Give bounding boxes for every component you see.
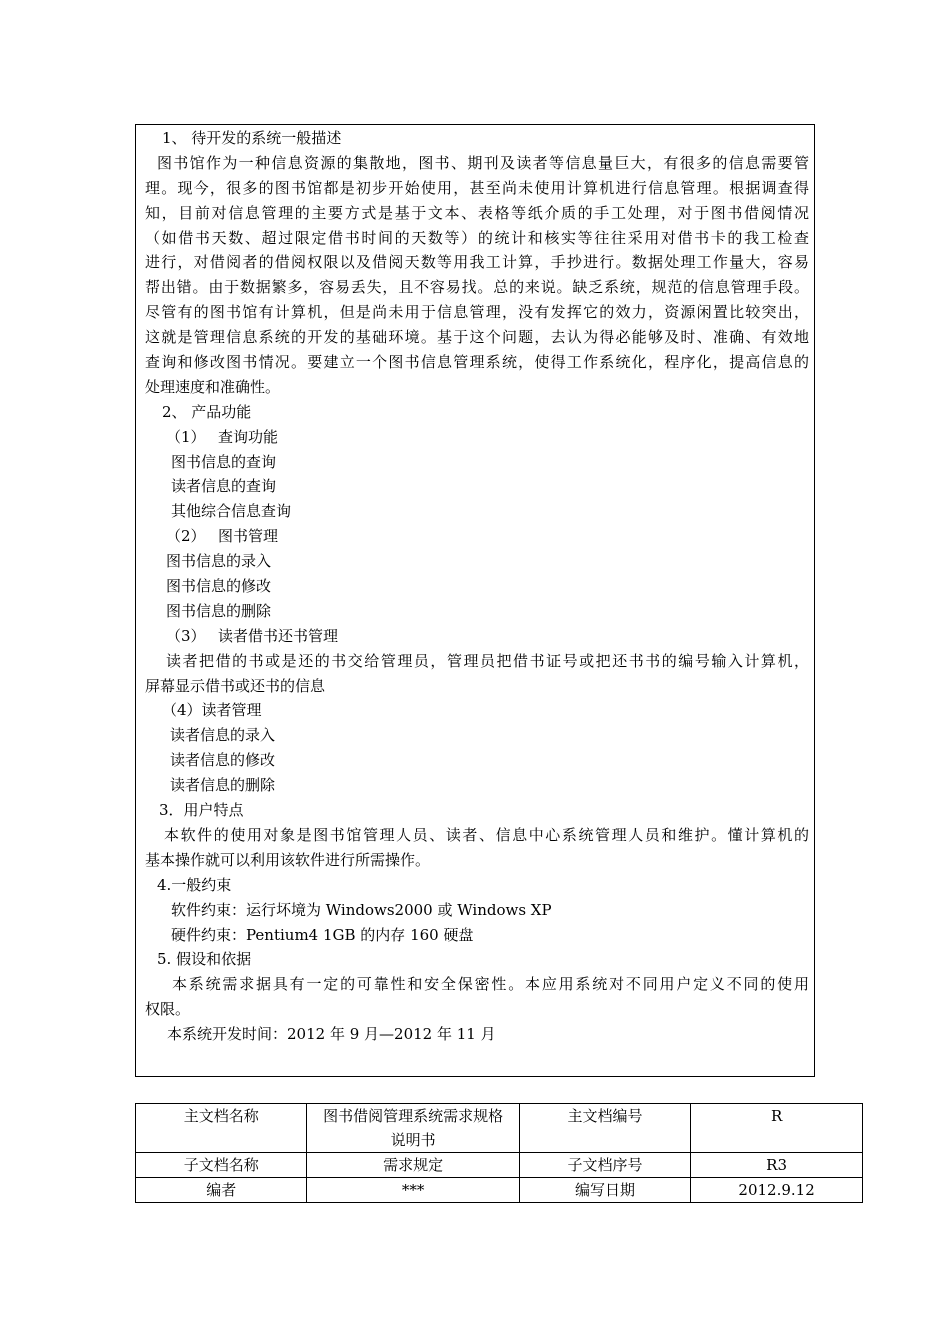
author-value: *** bbox=[307, 1178, 519, 1203]
list-item: 其他综合信息查询 bbox=[171, 502, 292, 521]
sub-doc-name-label: 子文档名称 bbox=[136, 1153, 307, 1178]
list-item: 读者信息的修改 bbox=[170, 751, 276, 770]
section-1-heading: 1、 待开发的系统一般描述 bbox=[162, 129, 342, 147]
main-doc-name-line-2: 说明书 bbox=[390, 1131, 436, 1149]
function-3-paragraph bbox=[145, 649, 809, 699]
sub-doc-no-value: R3 bbox=[691, 1153, 863, 1178]
section-3-heading: 3．用户特点 bbox=[159, 801, 244, 820]
function-3-number: （3） bbox=[166, 626, 206, 645]
section-5-heading: 5. 假设和依据 bbox=[157, 950, 252, 969]
function-1-title: 查询功能 bbox=[218, 427, 279, 446]
author-label: 编者 bbox=[136, 1178, 307, 1203]
main-doc-no-label: 主文档编号 bbox=[519, 1104, 690, 1153]
paragraph-line: 尽管有的图书馆有计算机，但是尚未用于信息管理，没有发挥它的效力，资源闲置比较突出， bbox=[145, 303, 809, 322]
paragraph-line: 知，目前对信息管理的主要方式是基于文本、表格等纸介质的手工处理，对于图书借阅情况 bbox=[145, 203, 809, 222]
function-2-heading bbox=[145, 524, 809, 549]
paragraph-line: 理。现今，很多的图书馆都是初步开始使用，甚至尚未使用计算机进行信息管理。根据调查得 bbox=[145, 178, 809, 197]
paragraph-line: 基本操作就可以利用该软件进行所需操作。 bbox=[145, 850, 431, 869]
function-4-heading: （4）读者管理 bbox=[162, 701, 262, 720]
main-doc-name-line-1: 图书借阅管理系统需求规格 bbox=[323, 1107, 504, 1125]
paragraph-line: 处理速度和准确性。 bbox=[145, 377, 281, 396]
function-3-heading bbox=[145, 624, 809, 649]
paragraph-line: 查询和修改图书情况。要建立一个图书信息管理系统，使得工作系统化，程序化，提高信息的 bbox=[145, 353, 809, 372]
paragraph-line: 图书馆作为一种信息资源的集散地，图书、期刊及读者等信息量巨大，有很多的信息需要管 bbox=[157, 153, 809, 172]
list-item: 图书信息的修改 bbox=[166, 577, 272, 596]
section-1-paragraph bbox=[145, 151, 809, 400]
paragraph-line: 权限。 bbox=[145, 1000, 191, 1019]
list-item: 读者信息的录入 bbox=[170, 726, 276, 745]
main-doc-name-value bbox=[307, 1104, 519, 1153]
paragraph-line: 进行，对借阅者的借阅权限以及借阅天数等用我工计算，手抄进行。数据处理工作量大，容易 bbox=[145, 253, 809, 272]
main-doc-no-value: R bbox=[691, 1104, 863, 1153]
date-value: 2012.9.12 bbox=[691, 1178, 863, 1203]
requirements-content bbox=[145, 126, 809, 1047]
function-2-number: （2） bbox=[166, 527, 206, 546]
list-item: 读者信息的查询 bbox=[171, 477, 277, 496]
section-3-paragraph bbox=[145, 823, 809, 873]
main-doc-name-label: 主文档名称 bbox=[136, 1104, 307, 1153]
list-item: 读者信息的删除 bbox=[170, 776, 276, 795]
hardware-constraint: 硬件约束：Pentium4 1GB 的内存 160 硬盘 bbox=[171, 925, 474, 944]
table-row bbox=[136, 1153, 863, 1178]
paragraph-line: 屏幕显示借书或还书的信息 bbox=[145, 676, 326, 695]
date-label: 编写日期 bbox=[519, 1178, 690, 1203]
list-item: 图书信息的录入 bbox=[166, 552, 272, 571]
section-4-heading: 4.一般约束 bbox=[157, 875, 232, 894]
table-row bbox=[136, 1104, 863, 1153]
sub-doc-name-value: 需求规定 bbox=[307, 1153, 519, 1178]
paragraph-line: 帮出错。由于数据繁多，容易丢失，且不容易找。总的来说。缺乏系统，规范的信息管理手段。 bbox=[145, 278, 809, 297]
sub-doc-no-label: 子文档序号 bbox=[519, 1153, 690, 1178]
section-5-paragraph bbox=[145, 972, 809, 1022]
list-item: 图书信息的删除 bbox=[166, 601, 272, 620]
paragraph-line: 本系统需求据具有一定的可靠性和安全保密性。本应用系统对不同用户定义不同的使用 bbox=[172, 975, 809, 994]
function-1-heading bbox=[145, 425, 809, 450]
paragraph-line: （如借书天数、超过限定借书时间的天数等）的统计和核实等往往采用对借书卡的我工检查 bbox=[145, 228, 809, 247]
development-time: 本系统开发时间：2012 年 9 月—2012 年 11 月 bbox=[167, 1025, 496, 1044]
document-info-table bbox=[135, 1103, 863, 1203]
paragraph-line: 本软件的使用对象是图书馆管理人员、读者、信息中心系统管理人员和维护。懂计算机的 bbox=[164, 825, 809, 844]
list-item: 图书信息的查询 bbox=[171, 452, 277, 471]
paragraph-line: 读者把借的书或是还的书交给管理员，管理员把借书证号或把还书书的编号输入计算机， bbox=[166, 651, 809, 670]
requirements-text-box bbox=[135, 124, 815, 1077]
table-row bbox=[136, 1178, 863, 1203]
function-2-title: 图书管理 bbox=[218, 527, 279, 546]
paragraph-line: 这就是管理信息系统的开发的基础环境。基于这个问题，去认为得必能够及时、准确、有效地 bbox=[145, 328, 809, 347]
software-constraint: 软件约束：运行坏境为 Windows2000 或 Windows XP bbox=[171, 900, 552, 919]
function-3-title: 读者借书还书管理 bbox=[218, 626, 339, 645]
section-2-heading: 2、 产品功能 bbox=[162, 402, 252, 421]
function-1-number: （1） bbox=[166, 427, 206, 446]
